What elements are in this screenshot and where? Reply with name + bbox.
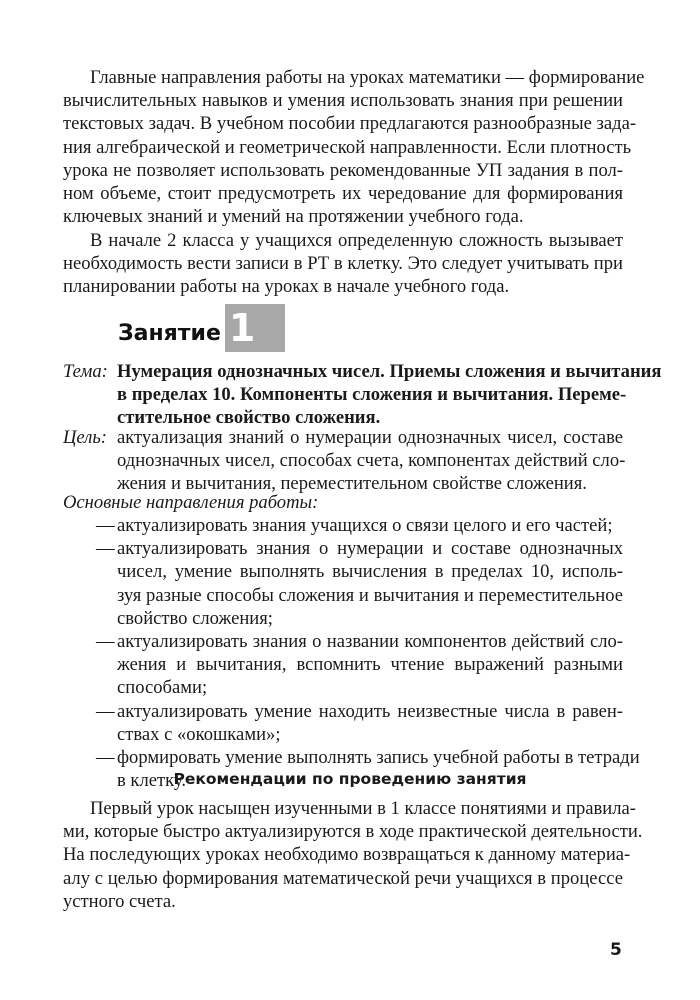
text-line: актуализировать знания учащихся о связи целого и его частей;: [117, 515, 613, 536]
text-line: актуализировать знания о нумерации и составе однозначных: [117, 538, 623, 560]
theme-text: [117, 360, 662, 430]
text-line: жения и вычитания, вспомнить чтение выражений разными: [117, 654, 623, 676]
text-line: вычислительных навыков и умения использовать знания при решении: [63, 90, 623, 112]
text-line: формировать умение выполнять запись учебной работы в тетради: [117, 747, 640, 769]
text-line: ствах с «окошками»;: [117, 723, 281, 745]
theme-label: Тема:: [63, 361, 108, 382]
text-line: ключевых знаний и умений на протяжении учебного года.: [63, 206, 524, 228]
text-line: текстовых задач. В учебном пособии предлагаются разнообразные зада-: [63, 113, 637, 135]
recommendations-paragraph: [63, 797, 643, 913]
text-line: в пределах 10. Компоненты сложения и вычитания. Переме-: [117, 384, 627, 406]
section-heading: Рекомендации по проведению занятия: [173, 770, 527, 788]
text-line: алу с целью формирования математической речи учащихся в процессе: [63, 867, 623, 889]
text-line: однозначных чисел, способах счета, компонентах действий сло-: [117, 450, 626, 472]
list-dash: —: [96, 515, 115, 536]
intro-paragraph-2: [63, 229, 623, 299]
list-dash: —: [96, 700, 115, 722]
text-line: планировании работы на уроках в начале учебного года.: [63, 276, 510, 298]
lesson-number-badge: 1: [225, 304, 285, 352]
text-line: ми, которые быстро актуализируются в ходе практической деятельности.: [63, 821, 643, 843]
text-line: В начале 2 класса у учащихся определенную сложность вызывает: [90, 230, 623, 251]
lesson-title: Занятие: [118, 321, 221, 346]
list-dash: —: [96, 538, 115, 560]
text-line: необходимость вести записи в РТ в клетку. Это следует учитывать при: [63, 253, 623, 275]
list-item: [63, 700, 623, 746]
text-line: актуализировать умение находить неизвестные числа в равен-: [117, 700, 623, 722]
text-line: чисел, умение выполнять вычисления в пределах 10, исполь-: [117, 561, 623, 583]
text-line: зуя разные способы сложения и вычитания и переместительное: [117, 584, 623, 606]
text-line: На последующих уроках необходимо возвращаться к данному материа-: [63, 844, 631, 866]
intro-paragraph-1: [63, 66, 645, 228]
list-item: [63, 514, 623, 537]
list-item: [63, 630, 623, 700]
text-line: способами;: [117, 677, 208, 699]
text-line: урока не позволяет использовать рекомендованные УП задания в пол-: [63, 159, 623, 181]
goal-row: [63, 426, 626, 496]
text-line: стительное свойство сложения.: [117, 407, 381, 429]
theme-row: [63, 360, 662, 430]
lesson-heading: [118, 304, 285, 352]
text-line: Первый урок насыщен изученными в 1 классе понятиями и правила-: [90, 798, 636, 819]
goal-text: [117, 426, 626, 496]
text-line: свойство сложения;: [117, 607, 273, 629]
text-line: актуализация знаний о нумерации однозначных чисел, составе: [117, 427, 623, 448]
directions-list: [63, 514, 640, 792]
list-item: [63, 537, 623, 630]
list-dash: —: [96, 631, 115, 653]
goal-label: Цель:: [63, 427, 107, 448]
directions-label: Основные направления работы:: [63, 492, 319, 513]
text-line: Главные направления работы на уроках математики — формирование: [90, 67, 645, 88]
text-line: жения и вычитания, переместительном свойстве сложения.: [117, 473, 587, 495]
text-line: ном объеме, стоит предусмотреть их чередование для формирования: [63, 183, 623, 205]
text-line: устного счета.: [63, 890, 176, 912]
text-line: ния алгебраической и геометрической направленности. Если плотность: [63, 136, 632, 158]
text-line: в клетку.: [117, 770, 186, 792]
list-dash: —: [96, 747, 115, 769]
text-line: Нумерация однозначных чисел. Приемы сложения и вычитания: [117, 361, 662, 382]
text-line: актуализировать знания о названии компонентов действий сло-: [117, 631, 623, 653]
page-number: 5: [610, 940, 622, 960]
